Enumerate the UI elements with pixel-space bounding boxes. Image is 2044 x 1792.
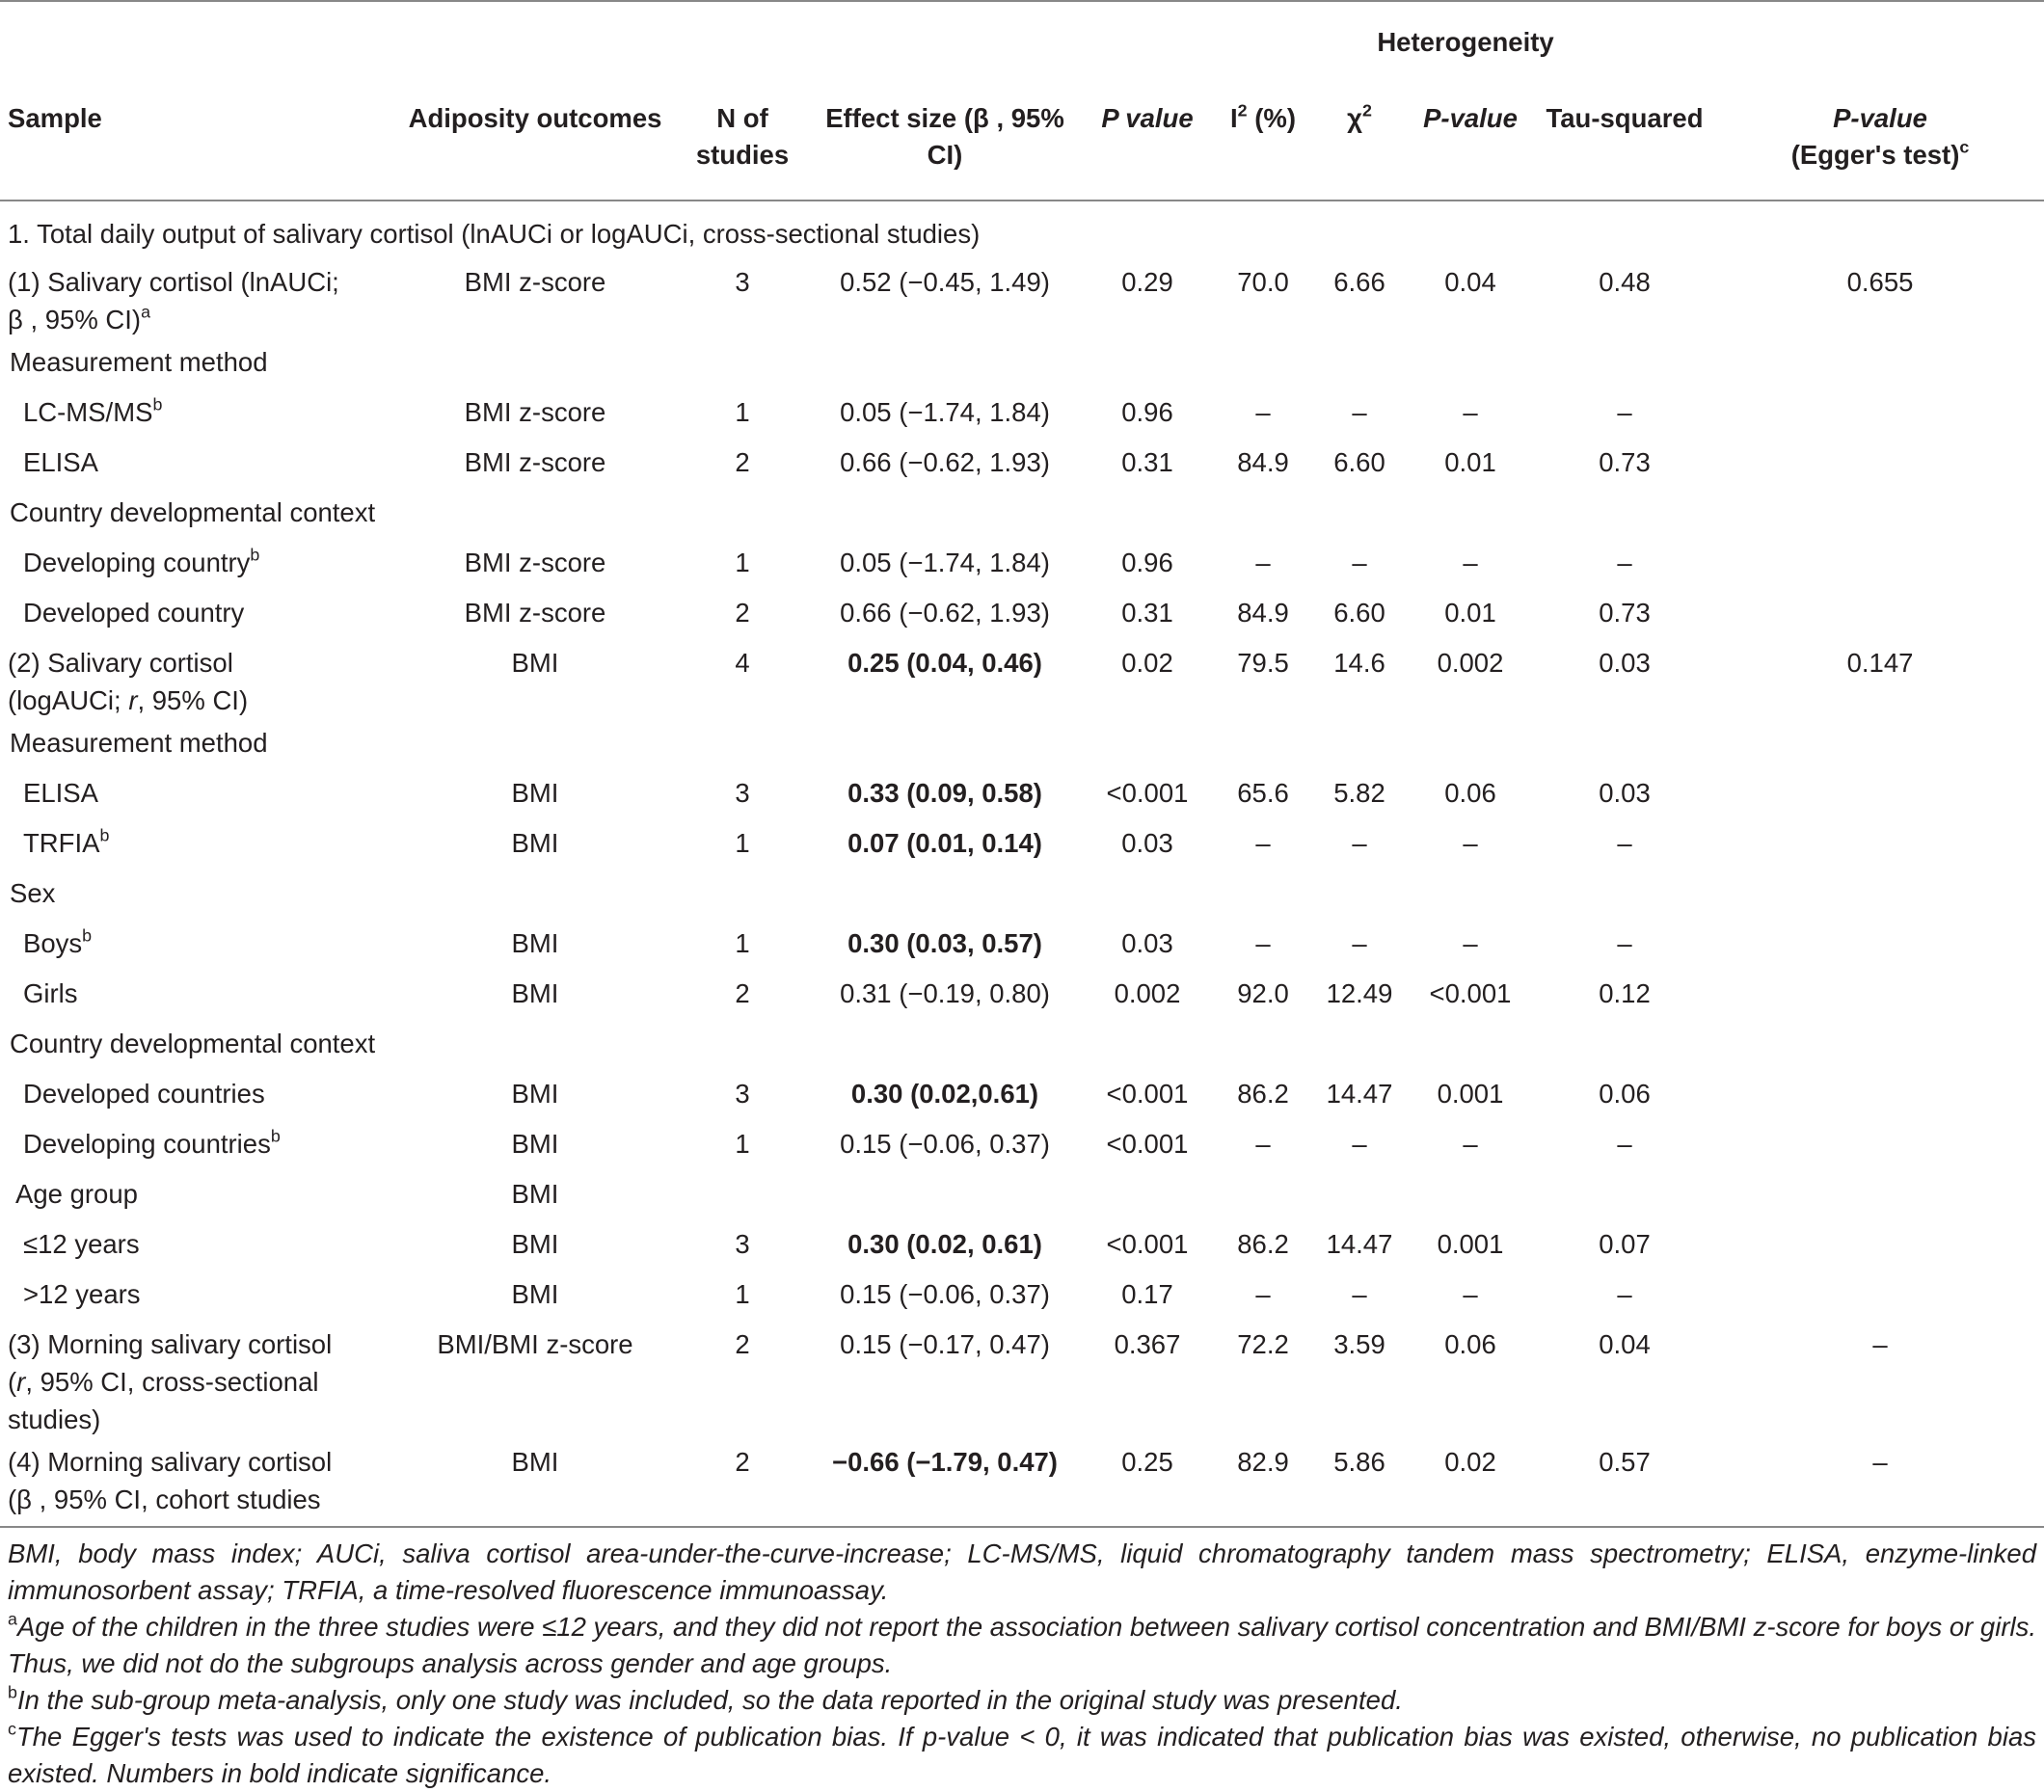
cell-effect: 0.33 (0.09, 0.58) (847, 778, 1042, 808)
col-p-value: P value (1101, 103, 1194, 133)
cell-outcome: BMI (511, 928, 559, 958)
cell-n (675, 1020, 810, 1070)
cell-outcome: BMI z-score (464, 447, 606, 477)
cell-het-p: – (1463, 548, 1478, 577)
cell-sample: (3) Morning salivary cortisol (r, 95% CI, cross-sectional studies) (8, 1329, 333, 1434)
cell-outcome (395, 869, 675, 920)
cell-sample: Age group (15, 1179, 138, 1209)
cell-p: 0.02 (1121, 648, 1173, 678)
cell-n: 3 (735, 1079, 750, 1109)
cell-sample: (2) Salivary cortisol (logAUCi; r, 95% CI) (8, 648, 249, 715)
cell-chi2: 14.47 (1326, 1229, 1393, 1259)
cell-p: 0.29 (1121, 267, 1173, 297)
col-het-p: P-value (1423, 103, 1518, 133)
cell-sample: $LC-MS/MS^b$ (23, 394, 163, 427)
cell-n: 4 (735, 648, 750, 678)
cell-egger (1716, 589, 2044, 639)
cell-i2: 70.0 (1237, 267, 1289, 297)
cell-effect (810, 338, 1080, 388)
cell-tau: – (1617, 1129, 1632, 1159)
cell-n: 1 (735, 828, 750, 858)
cell-egger (1716, 970, 2044, 1020)
table-row (0, 719, 2044, 769)
cell-chi2 (1311, 869, 1408, 920)
cell-tau: – (1617, 1279, 1632, 1309)
cell-egger (1716, 1070, 2044, 1120)
cell-het-p: 0.04 (1444, 267, 1496, 297)
cell-effect: 0.30 (0.02,0.61) (850, 1079, 1039, 1109)
cell-n: 3 (735, 778, 750, 808)
footnote-c: $^c$The Egger's tests was used to indicate the existence of publication bias. If p-value < 0, it was indicated that publication bias was existed, otherwise, no publication bias existed. Numbers in bold indicate significance. (8, 1719, 2036, 1788)
cell-effect: 0.52 (−0.45, 1.49) (840, 267, 1050, 297)
cell-i2: – (1255, 1129, 1271, 1159)
cell-chi2 (1311, 1020, 1408, 1070)
cell-outcome (395, 489, 675, 539)
cell-p (1080, 1170, 1215, 1220)
cell-chi2: – (1352, 548, 1367, 577)
cell-het-p (1408, 489, 1533, 539)
cell-sample: ≤12 years (23, 1229, 140, 1259)
cell-n: 1 (735, 397, 750, 427)
cell-egger: – (1872, 1447, 1888, 1477)
cell-chi2: – (1352, 397, 1367, 427)
cell-het-p: – (1463, 1279, 1478, 1309)
cell-het-p (1408, 719, 1533, 769)
table-row (0, 1438, 2044, 1518)
cell-tau: 0.06 (1599, 1079, 1651, 1109)
table-row (0, 1270, 2044, 1321)
cell-het-p: – (1463, 397, 1478, 427)
cell-egger (1716, 819, 2044, 869)
cell-sample: (4) Morning salivary cortisol (β , 95% CI, cohort studies (8, 1447, 333, 1514)
cell-n: 2 (735, 598, 750, 628)
cell-n (675, 869, 810, 920)
cell-p (1080, 1020, 1215, 1070)
cell-tau: 0.03 (1599, 648, 1651, 678)
cell-outcome: BMI (511, 828, 559, 858)
cell-effect: 0.66 (−0.62, 1.93) (840, 598, 1050, 628)
cell-chi2: 6.60 (1333, 598, 1385, 628)
cell-effect: −0.66 (−1.79, 0.47) (832, 1447, 1058, 1477)
cell-tau (1533, 338, 1716, 388)
cell-tau: – (1617, 828, 1632, 858)
cell-sample: Developed countries (23, 1079, 265, 1109)
cell-chi2 (1311, 719, 1408, 769)
cell-p: 0.17 (1121, 1279, 1173, 1309)
cell-p (1080, 869, 1215, 920)
cell-tau (1533, 869, 1716, 920)
cell-tau: – (1617, 397, 1632, 427)
cell-sample: >12 years (23, 1279, 141, 1309)
cell-egger (1716, 1220, 2044, 1270)
cell-sample: Developing country$^b$ (23, 545, 260, 577)
table-row (0, 338, 2044, 388)
cell-effect: 0.15 (−0.17, 0.47) (840, 1329, 1050, 1359)
cell-egger: 0.655 (1846, 267, 1914, 297)
cell-outcome: BMI (511, 1229, 559, 1259)
table-row (0, 819, 2044, 869)
cell-het-p: 0.01 (1444, 447, 1496, 477)
cell-effect: 0.25 (0.04, 0.46) (847, 648, 1042, 678)
cell-chi2: – (1352, 1279, 1367, 1309)
cell-i2: – (1255, 828, 1271, 858)
cell-i2: 92.0 (1237, 978, 1289, 1008)
cell-egger (1716, 539, 2044, 589)
table-row (0, 1170, 2044, 1220)
cell-tau: 0.48 (1599, 267, 1651, 297)
cell-n: 3 (735, 1229, 750, 1259)
cell-i2: – (1255, 928, 1271, 958)
cell-outcome: BMI (511, 1179, 559, 1209)
cell-n: 1 (735, 1279, 750, 1309)
cell-sample: Girls (23, 978, 78, 1008)
cell-p: 0.96 (1121, 397, 1173, 427)
cell-n: 2 (735, 1447, 750, 1477)
cell-chi2: 14.47 (1326, 1079, 1393, 1109)
cell-i2: 86.2 (1237, 1079, 1289, 1109)
cell-egger (1716, 869, 2044, 920)
table-row (0, 1321, 2044, 1438)
cell-p: 0.96 (1121, 548, 1173, 577)
cell-chi2: 5.82 (1333, 778, 1385, 808)
cell-effect: 0.15 (−0.06, 0.37) (840, 1279, 1050, 1309)
cell-chi2: 6.66 (1333, 267, 1385, 297)
cell-outcome: BMI (511, 978, 559, 1008)
col-sample: Sample (8, 103, 102, 133)
cell-p (1080, 338, 1215, 388)
cell-sample: Measurement method (10, 347, 268, 377)
cell-sample: Measurement method (10, 728, 268, 758)
footnote-abbreviations: BMI, body mass index; AUCi, saliva cortisol area-under-the-curve-increase; LC-MS/MS, liquid chromatography tandem mass spectrometry; ELISA, enzyme-linked immunosorbent assay; TRFIA, a time-resolved fluorescence immunoassay. (8, 1538, 2036, 1605)
cell-p: 0.31 (1121, 447, 1173, 477)
cell-i2: 72.2 (1237, 1329, 1289, 1359)
cell-outcome: BMI/BMI z-score (437, 1329, 633, 1359)
table-row (0, 1220, 2044, 1270)
cell-sample: ELISA (23, 778, 98, 808)
table-row (0, 769, 2044, 819)
cell-outcome (395, 338, 675, 388)
cell-het-p: – (1463, 1129, 1478, 1159)
cell-effect: 0.05 (−1.74, 1.84) (840, 397, 1050, 427)
cell-p: 0.03 (1121, 828, 1173, 858)
cell-tau: – (1617, 548, 1632, 577)
cell-sample: Country developmental context (10, 1029, 376, 1058)
table-row (0, 589, 2044, 639)
cell-effect: 0.15 (−0.06, 0.37) (840, 1129, 1050, 1159)
cell-chi2: 5.86 (1333, 1447, 1385, 1477)
cell-outcome: BMI (511, 1279, 559, 1309)
cell-outcome: BMI z-score (464, 548, 606, 577)
cell-egger (1716, 719, 2044, 769)
cell-egger (1716, 1120, 2044, 1170)
cell-sample: Sex (10, 878, 56, 908)
cell-effect (810, 719, 1080, 769)
cell-p: 0.03 (1121, 928, 1173, 958)
cell-n: 2 (735, 447, 750, 477)
heterogeneity-title: Heterogeneity (1377, 27, 1554, 57)
cell-het-p: <0.001 (1429, 978, 1512, 1008)
table-row (0, 1020, 2044, 1070)
cell-n: 1 (735, 1129, 750, 1159)
cell-effect (810, 869, 1080, 920)
cell-sample: Country developmental context (10, 497, 376, 527)
cell-outcome: BMI z-score (464, 267, 606, 297)
column-header-row (0, 83, 2044, 201)
cell-egger (1716, 489, 2044, 539)
table-row (0, 388, 2044, 439)
cell-het-p: 0.06 (1444, 1329, 1496, 1359)
cell-effect: 0.31 (−0.19, 0.80) (840, 978, 1050, 1008)
cell-outcome: BMI z-score (464, 397, 606, 427)
cell-effect (810, 1020, 1080, 1070)
col-chi2: $\chi^2$ (1347, 100, 1372, 133)
cell-outcome: BMI z-score (464, 598, 606, 628)
cell-n: 2 (735, 978, 750, 1008)
cell-i2: – (1255, 397, 1271, 427)
cell-i2 (1215, 1170, 1311, 1220)
cell-egger (1716, 920, 2044, 970)
table-row (0, 970, 2044, 1020)
table-row (0, 439, 2044, 489)
cell-chi2: 3.59 (1333, 1329, 1385, 1359)
cell-het-p (1408, 1020, 1533, 1070)
cell-egger (1716, 1170, 2044, 1220)
cell-het-p (1408, 338, 1533, 388)
cell-outcome: BMI (511, 1129, 559, 1159)
cell-i2 (1215, 489, 1311, 539)
cell-i2 (1215, 869, 1311, 920)
cell-p: 0.31 (1121, 598, 1173, 628)
cell-sample: TRFIA$^b$ (23, 825, 110, 858)
cell-tau: 0.73 (1599, 598, 1651, 628)
table-row (0, 920, 2044, 970)
cell-het-p: – (1463, 828, 1478, 858)
cell-p: 0.002 (1114, 978, 1181, 1008)
cell-chi2: – (1352, 928, 1367, 958)
cell-i2: 82.9 (1237, 1447, 1289, 1477)
cell-chi2 (1311, 1170, 1408, 1220)
cell-i2 (1215, 338, 1311, 388)
cell-n: 3 (735, 267, 750, 297)
cell-outcome: BMI (511, 778, 559, 808)
cell-effect: 0.30 (0.03, 0.57) (847, 928, 1042, 958)
col-egger: P-value (Egger's test)$^c$ (1790, 103, 1970, 170)
cell-effect: 0.30 (0.02, 0.61) (847, 1229, 1042, 1259)
cell-i2: 86.2 (1237, 1229, 1289, 1259)
cell-chi2 (1311, 489, 1408, 539)
cell-effect: 0.05 (−1.74, 1.84) (840, 548, 1050, 577)
cell-p: <0.001 (1106, 1129, 1189, 1159)
cell-het-p (1408, 869, 1533, 920)
cell-i2 (1215, 719, 1311, 769)
cell-effect: 0.66 (−0.62, 1.93) (840, 447, 1050, 477)
cell-n (675, 338, 810, 388)
cell-het-p (1408, 1170, 1533, 1220)
cell-chi2: – (1352, 1129, 1367, 1159)
cell-tau (1533, 719, 1716, 769)
cell-tau: 0.57 (1599, 1447, 1651, 1477)
cell-tau: – (1617, 928, 1632, 958)
cell-effect (810, 1170, 1080, 1220)
cell-effect: 0.07 (0.01, 0.14) (847, 828, 1042, 858)
cell-tau: 0.04 (1599, 1329, 1651, 1359)
table-row (0, 639, 2044, 719)
cell-tau (1533, 1170, 1716, 1220)
cell-n (675, 1170, 810, 1220)
section-row (0, 201, 2044, 258)
table-row (0, 1070, 2044, 1120)
cell-chi2: 14.6 (1333, 648, 1385, 678)
cell-p: <0.001 (1106, 778, 1189, 808)
cell-i2: 84.9 (1237, 598, 1289, 628)
cell-tau: 0.73 (1599, 447, 1651, 477)
cell-sample: ELISA (23, 447, 98, 477)
table-row (0, 258, 2044, 338)
cell-het-p: 0.002 (1437, 648, 1504, 678)
cell-chi2: 6.60 (1333, 447, 1385, 477)
cell-chi2 (1311, 338, 1408, 388)
footnote-b: $^b$In the sub-group meta-analysis, only one study was included, so the data reported in the original study was presented. (8, 1682, 1403, 1715)
cell-p (1080, 719, 1215, 769)
cell-outcome: BMI (511, 648, 559, 678)
cell-i2: – (1255, 1279, 1271, 1309)
cell-p: 0.25 (1121, 1447, 1173, 1477)
cell-egger: – (1872, 1329, 1888, 1359)
cell-het-p: 0.01 (1444, 598, 1496, 628)
cell-n (675, 489, 810, 539)
cell-effect (810, 489, 1080, 539)
cell-n: 2 (735, 1329, 750, 1359)
col-adiposity: Adiposity outcomes (408, 103, 662, 133)
cell-p: 0.367 (1114, 1329, 1181, 1359)
cell-egger (1716, 388, 2044, 439)
cell-i2: 79.5 (1237, 648, 1289, 678)
cell-n: 1 (735, 928, 750, 958)
cell-het-p: – (1463, 928, 1478, 958)
section-title: 1. Total daily output of salivary cortisol (lnAUCi or logAUCi, cross-sectional studies) (8, 219, 981, 249)
cell-het-p: 0.02 (1444, 1447, 1496, 1477)
cell-het-p: 0.001 (1437, 1229, 1504, 1259)
footnote-a: $^a$Age of the children in the three studies were ≤12 years, and they did not report the association between salivary cortisol concentration and BMI/BMI z-score for boys or girls. Thus, we did not do the subgroups analysis across gender and age groups. (8, 1609, 2036, 1678)
cell-tau (1533, 489, 1716, 539)
cell-outcome (395, 719, 675, 769)
cell-outcome (395, 1020, 675, 1070)
cell-sample: (1) Salivary cortisol (lnAUCi; β , 95% CI)$^a$ (8, 267, 339, 334)
cell-p: <0.001 (1106, 1229, 1189, 1259)
cell-egger (1716, 769, 2044, 819)
cell-tau (1533, 1020, 1716, 1070)
cell-n: 1 (735, 548, 750, 577)
table-row (0, 489, 2044, 539)
col-i2: $I^2$ (%) (1230, 100, 1296, 133)
table-row (0, 539, 2044, 589)
cell-het-p: 0.06 (1444, 778, 1496, 808)
col-effect-size: Effect size (β , 95% CI) (825, 103, 1064, 170)
cell-i2: 65.6 (1237, 778, 1289, 808)
cell-p: <0.001 (1106, 1079, 1189, 1109)
cell-n (675, 719, 810, 769)
cell-egger: 0.147 (1846, 648, 1914, 678)
cell-tau: 0.07 (1599, 1229, 1651, 1259)
cell-chi2: – (1352, 828, 1367, 858)
col-tau: Tau-squared (1546, 103, 1704, 133)
cell-sample: Developing countries$^b$ (23, 1126, 281, 1159)
cell-sample: Boys$^b$ (23, 925, 93, 958)
table-row (0, 869, 2044, 920)
cell-i2: 84.9 (1237, 447, 1289, 477)
cell-egger (1716, 338, 2044, 388)
table-footnotes (0, 1528, 2044, 1792)
cell-i2 (1215, 1020, 1311, 1070)
cell-outcome: BMI (511, 1447, 559, 1477)
cell-egger (1716, 1270, 2044, 1321)
cell-egger (1716, 1020, 2044, 1070)
cell-tau: 0.12 (1599, 978, 1651, 1008)
cell-het-p: 0.001 (1437, 1079, 1504, 1109)
cell-outcome: BMI (511, 1079, 559, 1109)
heterogeneity-header-row (0, 1, 2044, 83)
cell-p (1080, 489, 1215, 539)
cell-tau: 0.03 (1599, 778, 1651, 808)
table-row (0, 1120, 2044, 1170)
col-n-studies: N of studies (695, 103, 790, 170)
cell-egger (1716, 439, 2044, 489)
cell-chi2: 12.49 (1326, 978, 1393, 1008)
cell-sample: Developed country (23, 598, 245, 628)
cell-i2: – (1255, 548, 1271, 577)
